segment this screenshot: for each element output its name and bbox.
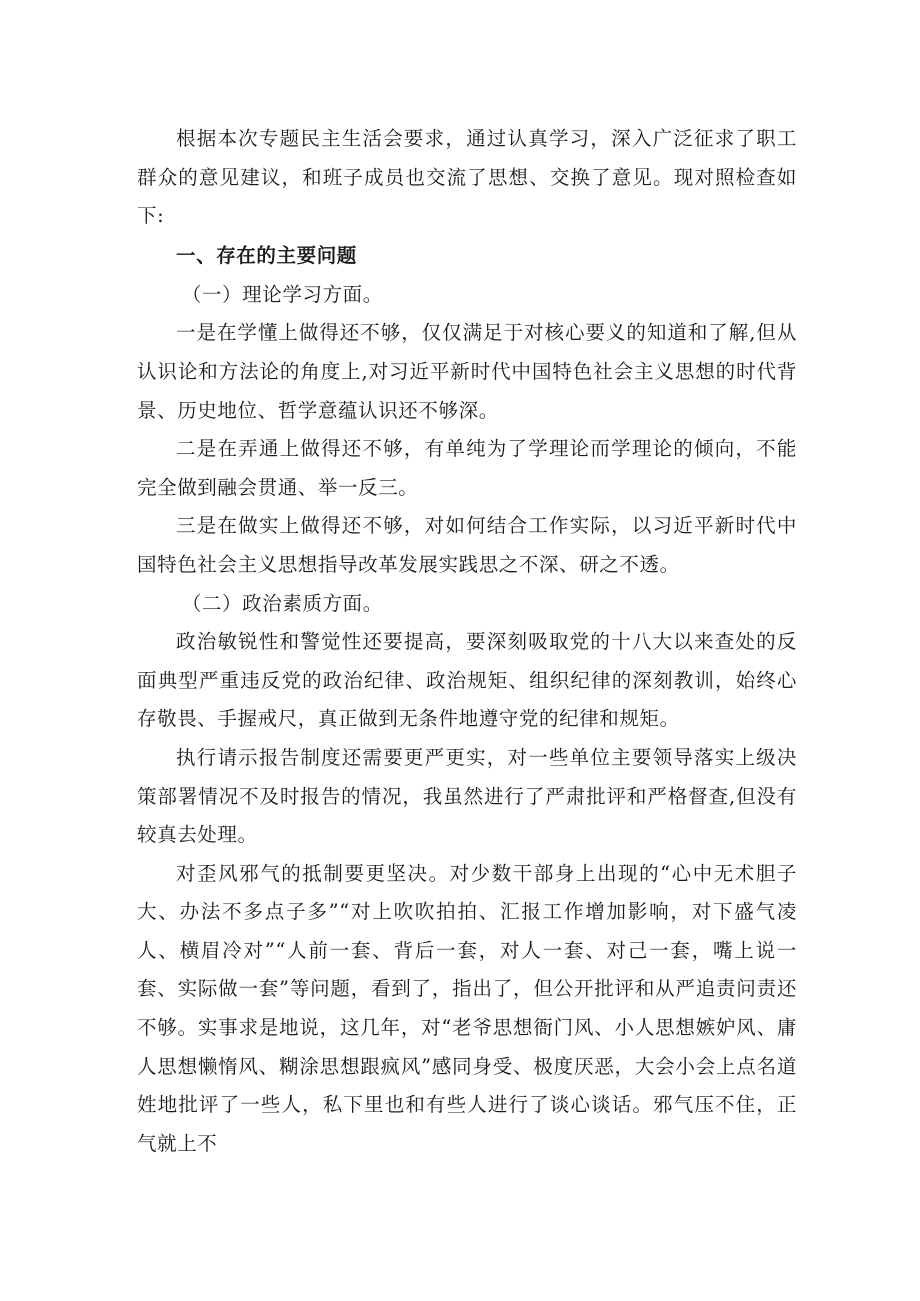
paragraph-political-2: 执行请示报告制度还需要更严更实，对一些单位主要领导落实上级决策部署情况不及时报告的情况，我虽然进行了严肃批评和严格督查,但没有较真去处理。 — [137, 745, 797, 847]
paragraph-theory-1: 一是在学懂上做得还不够，仅仅满足于对核心要义的知道和了解,但从认识论和方法论的角度上,对习近平新时代中国特色社会主义思想的时代背景、历史地位、哲学意蕴认识还不够深。 — [137, 321, 797, 422]
paragraph-theory-2: 二是在弄通上做得还不够，有单纯为了学理论而学理论的倾向，不能完全做到融会贯通、举一反三。 — [137, 437, 797, 499]
paragraph-political-3: 对歪风邪气的抵制要更坚决。对少数干部身上出现的“心中无术胆子大、办法不多点子多”“对上吹吹拍拍、汇报工作增加影响，对下盛气凌人、横眉冷对”“人前一套、背后一套，对人一套、对己一套，嘴上说一套、实际做一套”等问题，看到了，指出了，但公开批评和从严追责问责还不够。实事求是地说，这几年，对“老爷思想衙门风、小人思想嫉妒风、庸人思想懒惰风、糊涂思想跟疯风”感同身受、极度厌恶，大会小会上点名道姓地批评了一些人，私下里也和有些人进行了谈心谈话。邪气压不住，正气就上不 — [137, 861, 797, 1155]
subheading-theory-study: （一）理论学习方面。 — [181, 282, 383, 306]
intro-paragraph: 根据本次专题民主生活会要求，通过认真学习，深入广泛征求了职工群众的意见建议，和班子成员也交流了思想、交换了意见。现对照检查如下: — [137, 127, 797, 228]
paragraph-theory-3: 三是在做实上做得还不够，对如何结合工作实际，以习近平新时代中国特色社会主义思想指导改革发展实践思之不深、研之不透。 — [137, 514, 797, 576]
paragraph-political-1: 政治敏锐性和警觉性还要提高，要深刻吸取党的十八大以来查处的反面典型严重违反党的政治纪律、政治规矩、组织纪律的深刻教训，始终心存敬畏、手握戒尺，真正做到无条件地遵守党的纪律和规矩。 — [137, 630, 797, 731]
document-body — [137, 120, 797, 1163]
section-heading-main-problems: 一、存在的主要问题 — [176, 243, 357, 267]
subheading-political-quality: （二）政治素质方面。 — [181, 591, 383, 615]
